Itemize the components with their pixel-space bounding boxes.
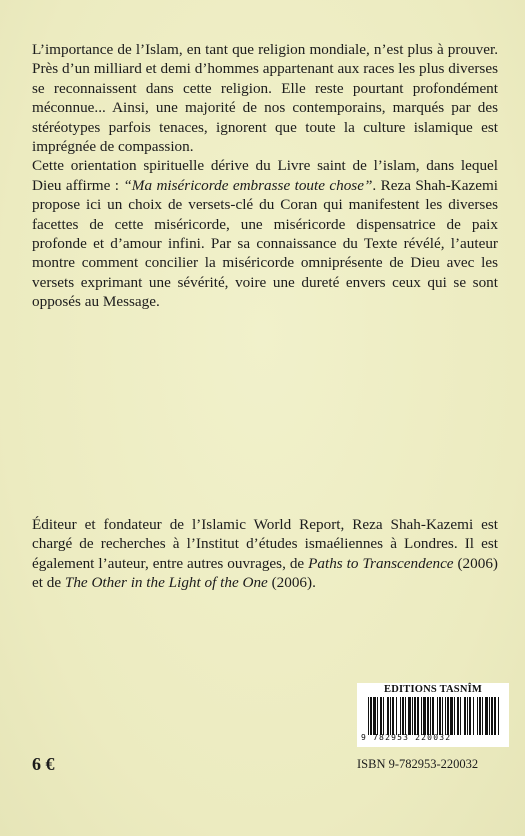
author-bio-text-1: Éditeur et fondateur de l’Islamic World Report, Reza Shah-Kazemi est chargé de recherches à l’Institut d’études ismaéliennes à Londres. Il est également l’auteur, entre autres ouvrages, de — [32, 516, 498, 572]
barcode-bar — [477, 697, 478, 735]
barcode-bar — [450, 697, 453, 735]
summary-paragraph-2-intro: Cette orientation spirituelle dérive du Livre saint de l’islam, dans lequel Dieu affirme : — [32, 157, 498, 194]
barcode-bar — [469, 697, 471, 735]
author-bio-text-3: (2006). — [267, 574, 316, 592]
barcode-bar — [460, 697, 461, 735]
barcode-bar — [457, 697, 459, 735]
book-title-paths: Paths to Transcendence — [308, 554, 454, 572]
barcode-bar — [414, 697, 416, 735]
barcode-bar — [396, 697, 397, 735]
barcode-bar — [491, 697, 493, 735]
book-title-other: The Other in the Light of the One — [64, 574, 268, 592]
publisher-name: EDITIONS TASNÎM — [383, 684, 482, 695]
barcode-bar — [430, 697, 431, 735]
price: 6 € — [32, 754, 55, 774]
barcode-bar — [370, 697, 372, 735]
barcode-image — [366, 697, 502, 735]
barcode-bar — [479, 697, 481, 735]
barcode-bar — [489, 697, 490, 735]
barcode-bar — [402, 697, 404, 735]
barcode-bar — [432, 697, 434, 735]
barcode-bar — [408, 697, 411, 735]
barcode-bar — [445, 697, 446, 735]
author-bio — [32, 515, 498, 593]
barcode-bar — [467, 697, 468, 735]
quran-quote: “Ma miséricorde embrasse toute chose” — [123, 176, 373, 194]
author-bio-paragraph — [32, 515, 498, 593]
barcode-bar — [473, 697, 474, 735]
barcode-bar — [380, 697, 382, 735]
barcode-bar — [390, 697, 391, 735]
barcode-bar — [464, 697, 466, 735]
author-bio-text-2: (2006) et de — [32, 554, 498, 592]
barcode-bar — [447, 697, 449, 735]
barcode-bar — [498, 697, 499, 735]
barcode-bar — [454, 697, 455, 735]
barcode-bar — [405, 697, 406, 735]
barcode-bar — [427, 697, 429, 735]
barcode-bar — [400, 697, 401, 735]
barcode-bar — [437, 697, 438, 735]
barcode-bar — [383, 697, 384, 735]
barcode-bar — [417, 697, 419, 735]
summary-paragraph-2-rest: . Reza Shah-Kazemi propose ici un choix de versets-clé du Coran qui manifestent les diverses facettes de cette miséricorde, une miséricorde dispensatrice de paix profonde et d’amour infini. Par sa connaissance du Texte révélé, l’auteur montre comment concilier la miséricorde omniprésente de Dieu avec les versets exprimant une sévérité, voire une dureté envers ceux qui se sont opposés au Message. — [32, 176, 498, 311]
barcode-bar — [442, 697, 443, 735]
isbn-number: ISBN 9-782953-220032 — [357, 757, 479, 771]
barcode-label — [357, 683, 509, 747]
barcode-bar — [373, 697, 376, 735]
barcode-bar — [421, 697, 422, 735]
summary-paragraph-1: L’importance de l’Islam, en tant que religion mondiale, n’est plus à prouver. Près d’un milliard et demi d’hommes appartenant aux races les plus diverses se reconnaissent dans cette religion. Elle reste pourtant profondément méconnue... Ainsi, une majorité de nos contemporains, marqués par des stéréotypes parfois tenaces, ignorent que toute la culture islamique est imprégnée de compassion. — [32, 41, 498, 156]
barcode-bar — [377, 697, 378, 735]
barcode-bar — [423, 697, 426, 735]
barcode-bar — [485, 697, 488, 735]
book-summary — [32, 40, 498, 312]
barcode-bar — [368, 697, 369, 735]
barcode-digits: 9 782953 220032 — [361, 733, 452, 742]
barcode-bar — [387, 697, 389, 735]
barcode-bar — [494, 697, 496, 735]
barcode-bar — [439, 697, 441, 735]
summary-paragraph-2 — [32, 156, 498, 311]
barcode-bar — [482, 697, 483, 735]
barcode-bar — [392, 697, 394, 735]
barcode-bar — [412, 697, 413, 735]
